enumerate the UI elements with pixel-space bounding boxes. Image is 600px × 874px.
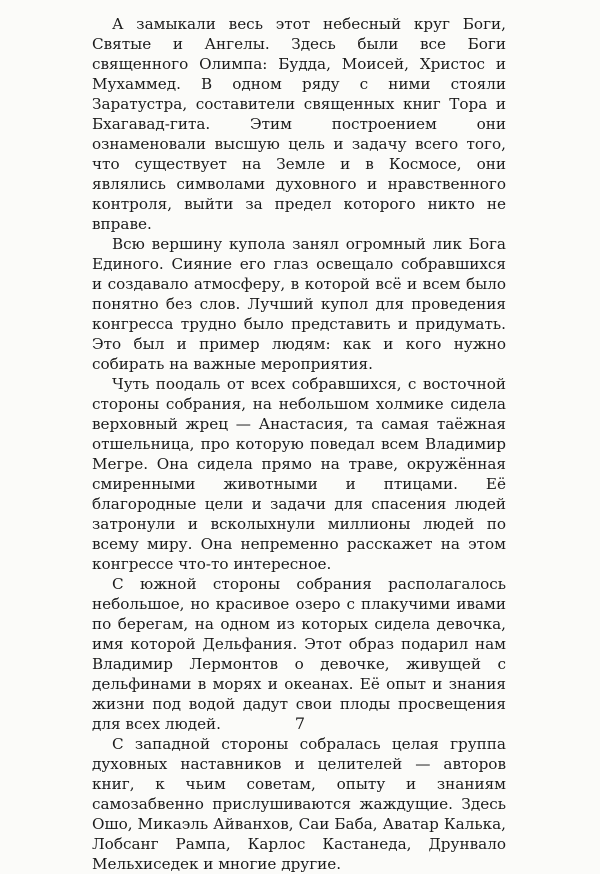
paragraph-4: С южной стороны собрания располагалось небольшое, но красивое озеро с плакучими ивами по берегам, на одном из которых сидела девочка, имя которой Дельфания. Этот образ подарил нам Владимир Лермонтов о девочке, живущей с дельфинами в морях и океанах. Её опыт и знания жизни под водой дадут свои плоды просвещения для всех людей. [92, 575, 506, 733]
paragraph-5: С западной стороны собралась целая группа духовных наставников и целителей — авторов книг, к чьим советам, опыту и знаниям самозабвенно прислушиваются жаждущие. Здесь Ошо, Микаэль Айванхов, Саи Баба, Аватар Калька, Лобсанг Рампа, Карлос Кастанеда, Друнвало Мельхиседек и многие другие. [92, 735, 506, 873]
page-number: 7 [294, 714, 306, 733]
paragraph-3: Чуть поодаль от всех собравшихся, с восточной стороны собрания, на небольшом холмике сидела верховный жрец — Анастасия, та самая таёжная отшельница, про которую поведал всем Владимир Мегре. Она сидела прямо на траве, окружённая смиренными животными и птицами. Её благородные цели и задачи для спасения людей затронули и всколыхнули миллионы людей по всему миру. Она непременно расскажет на этом конгрессе что-то интересное. [92, 375, 506, 573]
paragraph-2: Всю вершину купола занял огромный лик Бога Единого. Сияние его глаз освещало собравшихся и создавало атмосферу, в которой всё и всем было понятно без слов. Лучший купол для проведения конгресса трудно было представить и придумать. Это был и пример людям: как и кого нужно собирать на важные мероприятия. [92, 235, 506, 373]
page-body [92, 14, 506, 874]
paragraph-1: А замыкали весь этот небесный круг Боги, Святые и Ангелы. Здесь были все Боги священного Олимпа: Будда, Моисей, Христос и Мухаммед. В одном ряду с ними стояли Заратустра, составители священных книг Тора и Бхагавад-гита. Этим построением они ознаменовали высшую цель и задачу всего того, что существует на Земле и в Космосе, они являлись символами духовного и нравственного контроля, выйти за предел которого никто не вправе. [92, 15, 506, 233]
